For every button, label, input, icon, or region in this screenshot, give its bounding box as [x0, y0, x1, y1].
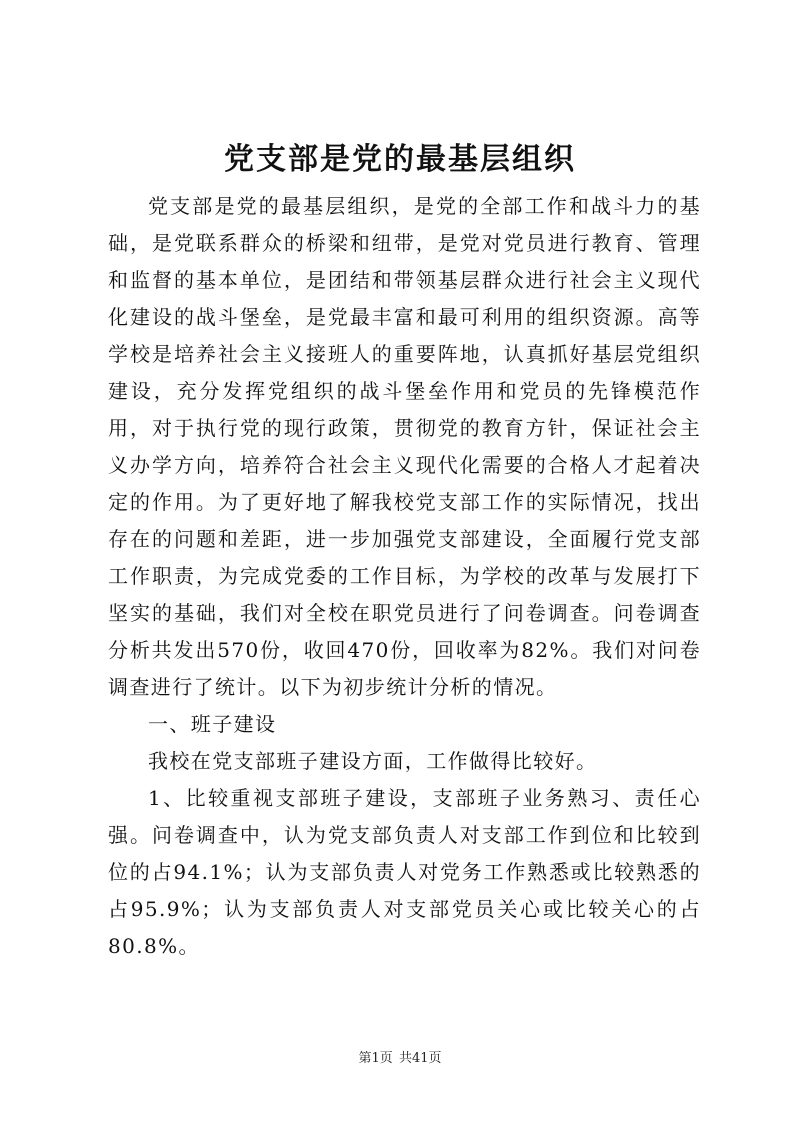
page-footer — [0, 1050, 800, 1068]
paragraph-point-1: 1、比较重视支部班子建设，支部班子业务熟习、责任心强。问卷调查中，认为党支部负责人对支部工作到位和比较到位的占94.1%；认为支部负责人对党务工作熟悉或比较熟悉的占95.9%；认为支部负责人对支部党员关心或比较关心的占80.8%。 — [108, 786, 701, 958]
paragraph-intro: 党支部是党的最基层组织，是党的全部工作和战斗力的基础，是党联系群众的桥梁和纽带，是党对党员进行教育、管理和监督的基本单位，是团结和带领基层群众进行社会主义现代化建设的战斗堡垒，是党最丰富和最可利用的组织资源。高等学校是培养社会主义接班人的重要阵地，认真抓好基层党组织建设，充分发挥党组织的战斗堡垒作用和党员的先锋模范作用，对于执行党的现行政策，贯彻党的教育方针，保证社会主义办学方向，培养符合社会主义现代化需要的合格人才起着决定的作用。为了更好地了解我校党支部工作的实际情况，找出存在的问题和差距，进一步加强党支部建设，全面履行党支部工作职责，为完成党委的工作目标，为学校的改革与发展打下坚实的基础，我们对全校在职党员进行了问卷调查。问卷调查分析共发出570份，收回470份，回收率为82%。我们对问卷调查进行了统计。以下为初步统计分析的情况。 — [108, 194, 701, 699]
section-heading: 一、班子建设 — [148, 712, 277, 736]
document-title: 党支部是党的最基层组织 — [224, 142, 576, 177]
document-body — [108, 188, 701, 965]
page-number: 第1页 — [358, 1051, 393, 1066]
paragraph-summary: 我校在党支部班子建设方面，工作做得比较好。 — [148, 749, 598, 773]
page-total: 共41页 — [398, 1051, 442, 1066]
